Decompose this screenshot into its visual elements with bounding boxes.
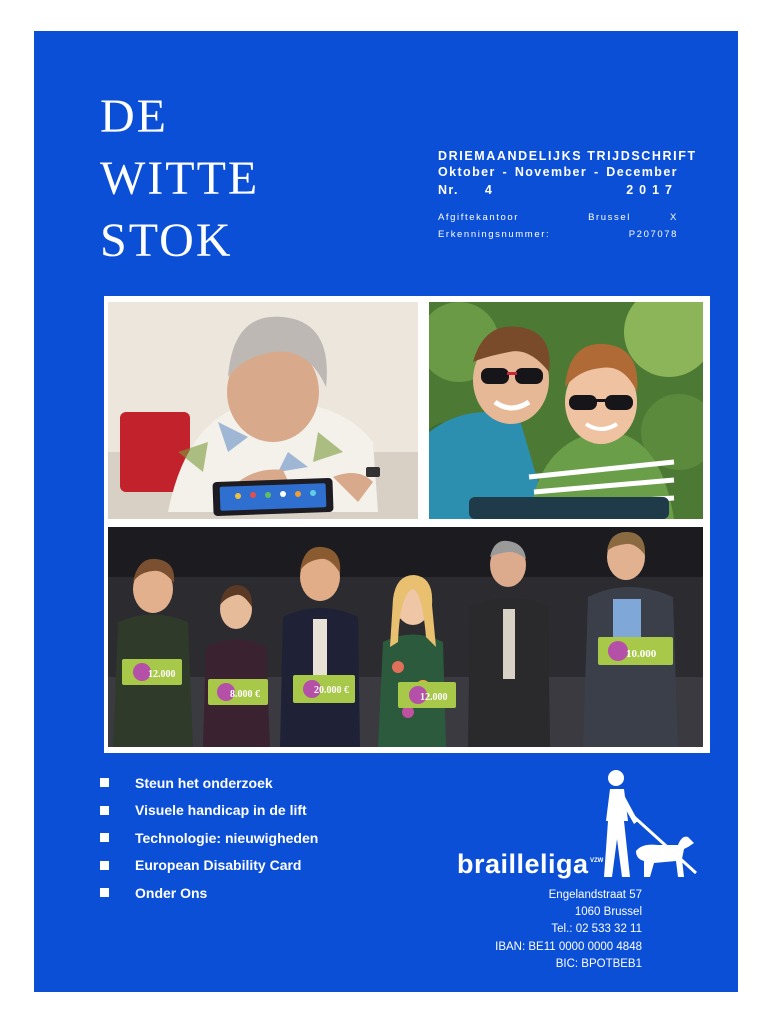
issue-months (438, 163, 678, 181)
cheque-5-amount: 10.000 (626, 648, 657, 660)
photo-woman-tablet (108, 302, 418, 519)
address-bic: BIC: BPOTBEB1 (555, 957, 642, 970)
afgiftekantoor-label: Afgiftekantoor (438, 212, 520, 223)
contents-item-4: European Disability Card (135, 857, 302, 874)
afgiftekantoor-value: Brussel (588, 212, 631, 223)
dash-2: - (593, 165, 600, 179)
erkenningsnummer-value: P207078 (628, 229, 678, 240)
bullet-square-icon (100, 806, 109, 815)
issue-number: 4 (484, 183, 494, 197)
cheque-1-amount: 12.000 (148, 669, 176, 680)
list-item (98, 769, 318, 797)
blind-person-guide-dog-icon (584, 769, 699, 881)
month-3: December (606, 165, 678, 179)
brailleliga-logo: brailleliga (457, 849, 589, 879)
address-street: Engelandstraat 57 (548, 889, 642, 901)
contact-address (495, 887, 642, 973)
issue-year: 2017 (626, 183, 678, 197)
month-2: November (514, 165, 588, 179)
publication-info (438, 149, 697, 243)
address-city: 1060 Brussel (574, 906, 642, 919)
address-phone: Tel.: 02 533 32 11 (551, 923, 642, 936)
bullet-square-icon (100, 778, 109, 787)
issue-number-row (438, 181, 678, 199)
photo-two-boys (429, 302, 703, 519)
contents-item-2: Visuele handicap in de lift (135, 802, 307, 819)
publication-frequency: DRIEMAANDELIJKS TRIJDSCHRIFT (438, 149, 697, 163)
contents-list (98, 769, 318, 907)
brailleliga-logo-suffix: VZW (590, 858, 604, 864)
title-line-2: WITTE (100, 152, 260, 205)
list-item (98, 797, 318, 825)
list-item (98, 824, 318, 852)
dash-1: - (502, 165, 509, 179)
erkenningsnummer-row (438, 226, 678, 243)
cheque-2-amount: 8.000 € (230, 689, 260, 700)
photo-collage (104, 296, 710, 753)
contents-item-3: Technologie: nieuwigheden (135, 829, 319, 846)
afgiftekantoor-mark: X (670, 212, 678, 223)
month-1: Oktober (438, 165, 496, 179)
afgiftekantoor-row (438, 209, 678, 226)
bullet-square-icon (100, 833, 109, 842)
cheque-4-amount: 12.000 (420, 692, 448, 703)
bullet-square-icon (100, 888, 109, 897)
contents-item-1: Steun het onderzoek (135, 774, 273, 791)
address-iban: IBAN: BE11 0000 0000 4848 (495, 940, 642, 953)
photo-group-cheques (108, 527, 703, 747)
issue-number-label: Nr. (438, 183, 459, 197)
erkenningsnummer-label: Erkenningsnummer: (438, 229, 551, 240)
bullet-square-icon (100, 861, 109, 870)
magazine-cover (34, 31, 738, 992)
magazine-title (100, 86, 259, 272)
title-line-3: STOK (100, 214, 233, 267)
contents-item-5: Onder Ons (135, 884, 208, 901)
cheque-3-amount: 20.000 € (314, 685, 349, 696)
list-item (98, 852, 318, 880)
list-item (98, 879, 318, 907)
title-line-1: DE (100, 90, 168, 143)
